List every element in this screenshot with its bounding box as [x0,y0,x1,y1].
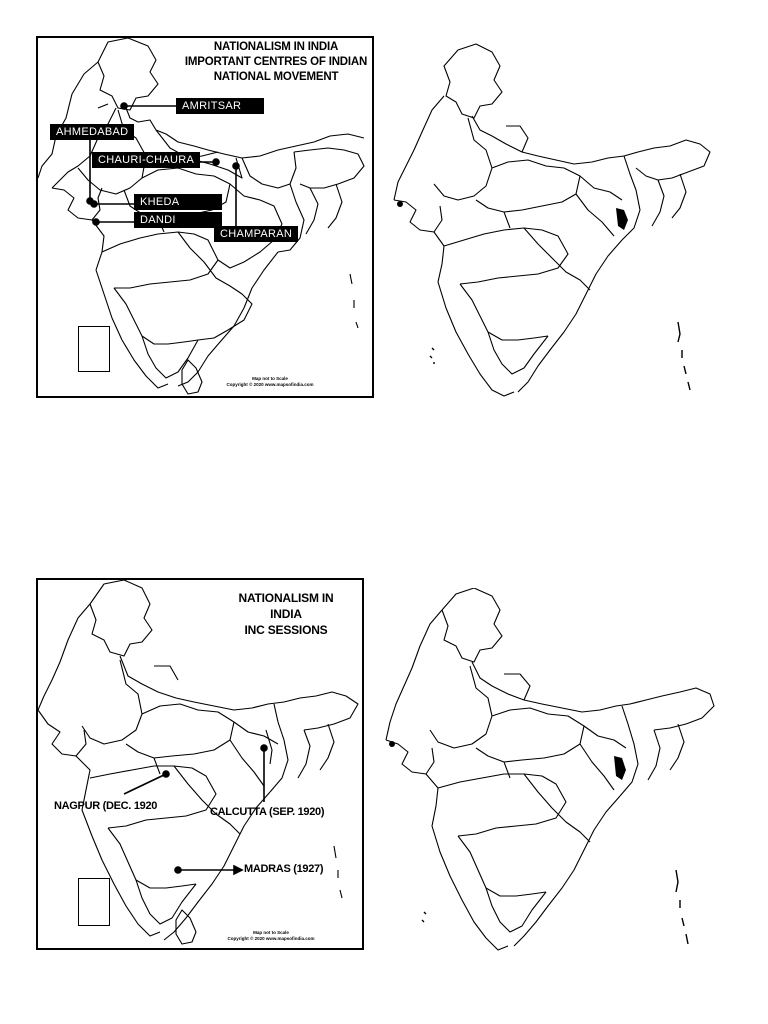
india-blank-map-2 [384,588,720,958]
label-chauri-chaura: CHAURI-CHAURA [92,152,200,168]
label-ahmedabad: AHMEDABAD [50,124,134,140]
india-blank-map-1 [388,40,718,400]
label-calcutta: CALCUTTA (SEP. 1920) [210,806,325,818]
map-credit-2-copyright: Copyright © 2020 www.mapsofindia.com [227,936,315,941]
map-panel-2 [36,578,364,950]
map-title-2-line-3: INC SESSIONS [244,623,328,637]
label-amritsar: AMRITSAR [176,98,264,114]
blank-map-panel-1 [388,40,718,400]
map-panel-1 [36,36,374,398]
map-title-1-line-3: NATIONAL MOVEMENT [213,71,339,83]
inset-box-map-2 [78,878,110,926]
map-title-1-line-2: IMPORTANT CENTRES OF INDIAN [184,56,368,68]
blank-map-panel-2 [384,588,720,958]
map-title-1-line-1: NATIONALISM IN INDIA [213,41,339,53]
label-nagpur: NAGPUR (DEC. 1920 [54,800,158,812]
map-title-2-line-2: INDIA [270,607,302,621]
label-champaran: CHAMPARAN [214,226,298,242]
map-credit-2-scale: Map not to Scale [253,930,289,935]
map-title-2-line-1: NATIONALISM IN [238,591,334,605]
map-credit-1-scale: Map not to Scale [252,376,288,381]
map-credit-1 [210,376,330,388]
map-credit-1-copyright: Copyright © 2020 www.mapsofindia.com [226,382,314,387]
label-kheda: KHEDA [134,194,222,210]
label-madras: MADRAS (1927) [244,863,324,875]
label-dandi: DANDI [134,212,222,228]
inset-box-map-1 [78,326,110,372]
map-credit-2 [206,930,336,942]
